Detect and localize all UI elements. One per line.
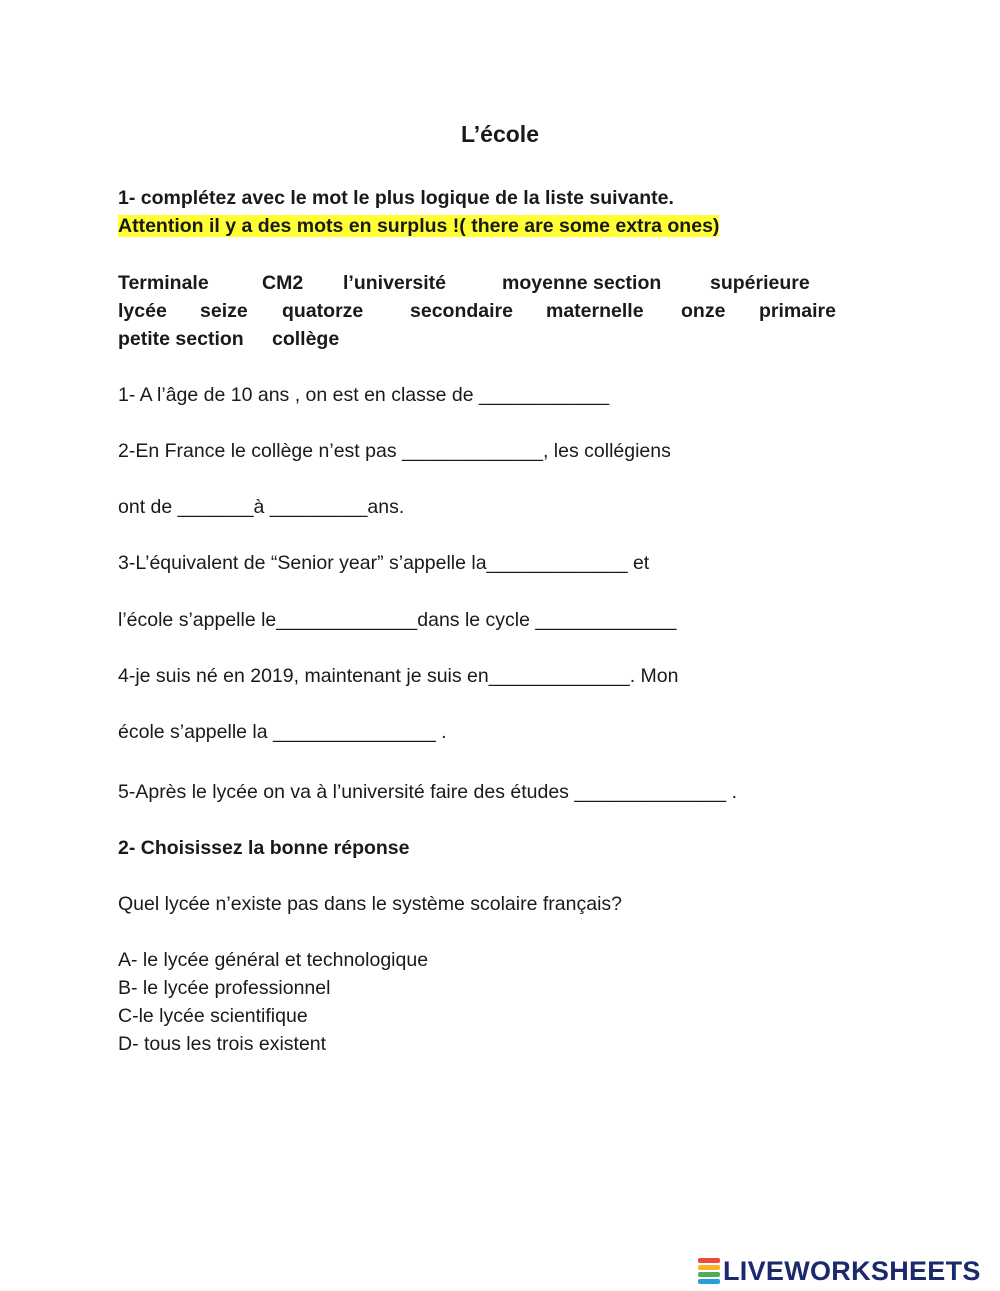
mcq-question: Quel lycée n’existe pas dans le système scolaire français? [118, 893, 622, 915]
word-bank-item: onze [681, 300, 726, 322]
word-bank-item: lycée [118, 300, 167, 322]
word-bank-item: Terminale [118, 272, 209, 294]
mcq-option: A- le lycée général et technologique [118, 949, 429, 971]
word-bank-item: petite section [118, 328, 244, 350]
word-bank-item: maternelle [546, 300, 644, 322]
word-bank-item: secondaire [410, 300, 513, 322]
logo-block [698, 1279, 720, 1284]
mcq-option: B- le lycée professionnel [118, 977, 331, 999]
word-bank-item: l’université [343, 272, 446, 294]
word-bank-item: moyenne section [502, 272, 662, 294]
word-bank-item: collège [272, 328, 340, 350]
logo-block [698, 1265, 720, 1270]
mcq-option: C-le lycée scientifique [118, 1005, 308, 1027]
section1-heading: 1- complétez avec le mot le plus logique de la liste suivante. [118, 187, 674, 209]
question-line: 1- A l’âge de 10 ans , on est en classe de ____________ [118, 384, 610, 406]
page-title: L’école [461, 121, 539, 147]
logo-text: LIVEWORKSHEETS [723, 1255, 981, 1286]
warning-note: Attention il y a des mots en surplus !( there are some extra ones) [118, 215, 720, 237]
question-line: 3-L’équivalent de “Senior year” s’appelle la_____________ et [118, 552, 650, 574]
logo-block [698, 1258, 720, 1263]
logo-blocks-icon [698, 1258, 720, 1284]
question-line: l’école s’appelle le_____________dans le cycle _____________ [118, 609, 677, 631]
word-bank-item: CM2 [262, 272, 304, 294]
word-bank-item: quatorze [282, 300, 364, 322]
logo-block [698, 1272, 720, 1277]
word-bank-item: primaire [759, 300, 836, 322]
question-line: 4-je suis né en 2019, maintenant je suis en_____________. Mon [118, 665, 679, 687]
question-line: école s’appelle la _______________ . [118, 721, 447, 743]
mcq-option: D- tous les trois existent [118, 1033, 327, 1055]
word-bank-item: supérieure [710, 272, 810, 294]
liveworksheets-logo [698, 1256, 981, 1286]
question-line: ont de _______à _________ans. [118, 496, 405, 518]
section2-heading: 2- Choisissez la bonne réponse [118, 837, 410, 859]
question-line: 5-Après le lycée on va à l’université faire des études ______________ . [118, 781, 737, 803]
word-bank-item: seize [200, 300, 248, 322]
question-line: 2-En France le collège n’est pas _____________, les collégiens [118, 440, 671, 462]
